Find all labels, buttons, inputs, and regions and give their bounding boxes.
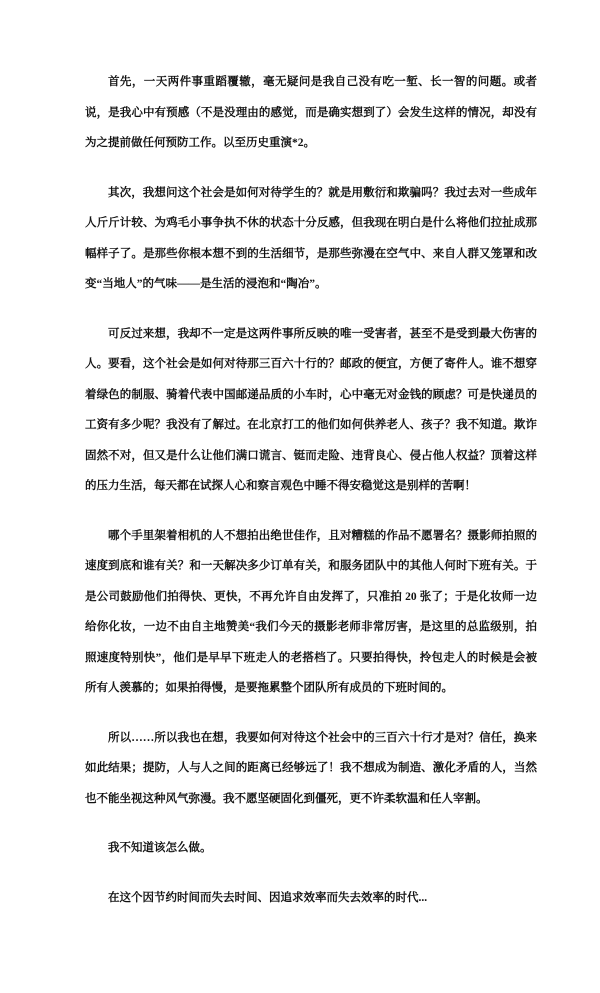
paragraph-2: 其次，我想问这个社会是如何对待学生的？就是用敷衍和欺骗吗？我过去对一些成年人斤斤计较、为鸡毛小事争执不休的状态十分反感，但我现在明白是什么将他们拉扯成那幅样子了。是那些你根本想不到的生活细节，是那些弥漫在空气中、来自人群又笼罩和改变“当地人”的气味——是生活的浸泡和“陶冶”。 (85, 186, 537, 290)
paragraph-7: 在这个因节约时间而失去时间、因追求效率而失去效率的时代... (108, 891, 428, 904)
paragraph-6: 我不知道该怎么做。 (108, 842, 212, 854)
paragraph-3: 可反过来想，我却不一定是这两件事所反映的唯一受害者，甚至不是受到最大伤害的人。要看，这个社会是如何对待那三百六十行的？邮政的便宜，方便了寄件人。谁不想穿着绿色的制服、骑着代表中国邮递品质的小车时，心中毫无对金钱的顾虑？可是快递员的工资有多少呢？我没有了解过。在北京打工的他们如何供养老人、孩子？我不知道。欺诈固然不对，但又是什么让他们满口谎言、铤而走险、违背良心、侵占他人权益？顶着这样的压力生活，每天都在试探人心和察言观色中睡不得安稳觉这是别样的苦啊！ (85, 327, 537, 492)
document-body (85, 67, 537, 932)
paragraph-5: 所以……所以我也在想，我要如何对待这个社会中的三百六十行才是对？信任，换来如此结果；提防，人与人之间的距离已经够远了！我不想成为制造、激化矛盾的人，当然也不能坐视这种风气弥漫。我不愿坚硬固化到僵死，更不许柔软温和任人宰割。 (85, 731, 537, 805)
paragraph-4: 哪个手里架着相机的人不想拍出绝世佳作，且对糟糕的作品不愿署名？摄影师拍照的速度到底和谁有关？和一天解决多少订单有关，和服务团队中的其他人何时下班有关。于是公司鼓励他们拍得快、更快，不再允许自由发挥了，只准拍 20 张了；于是化妆师一边给你化妆，一边不由自主地赞美“我们今天的摄影老师非常厉害，是这里的总监级别，拍照速度特别快”，他们是早早下班走人的老搭档了。只要拍得快，拎包走人的时候是会被所有人羡慕的；如果拍得慢，是要拖累整个团队所有成员的下班时间的。 (85, 529, 537, 694)
paragraph-1: 首先，一天两件事重蹈覆辙，毫无疑问是我自己没有吃一堑、长一智的问题。或者说，是我心中有预感（不是没理由的感觉，而是确实想到了）会发生这样的情况，却没有为之提前做任何预防工作。以至历史重演*2。 (85, 76, 537, 149)
